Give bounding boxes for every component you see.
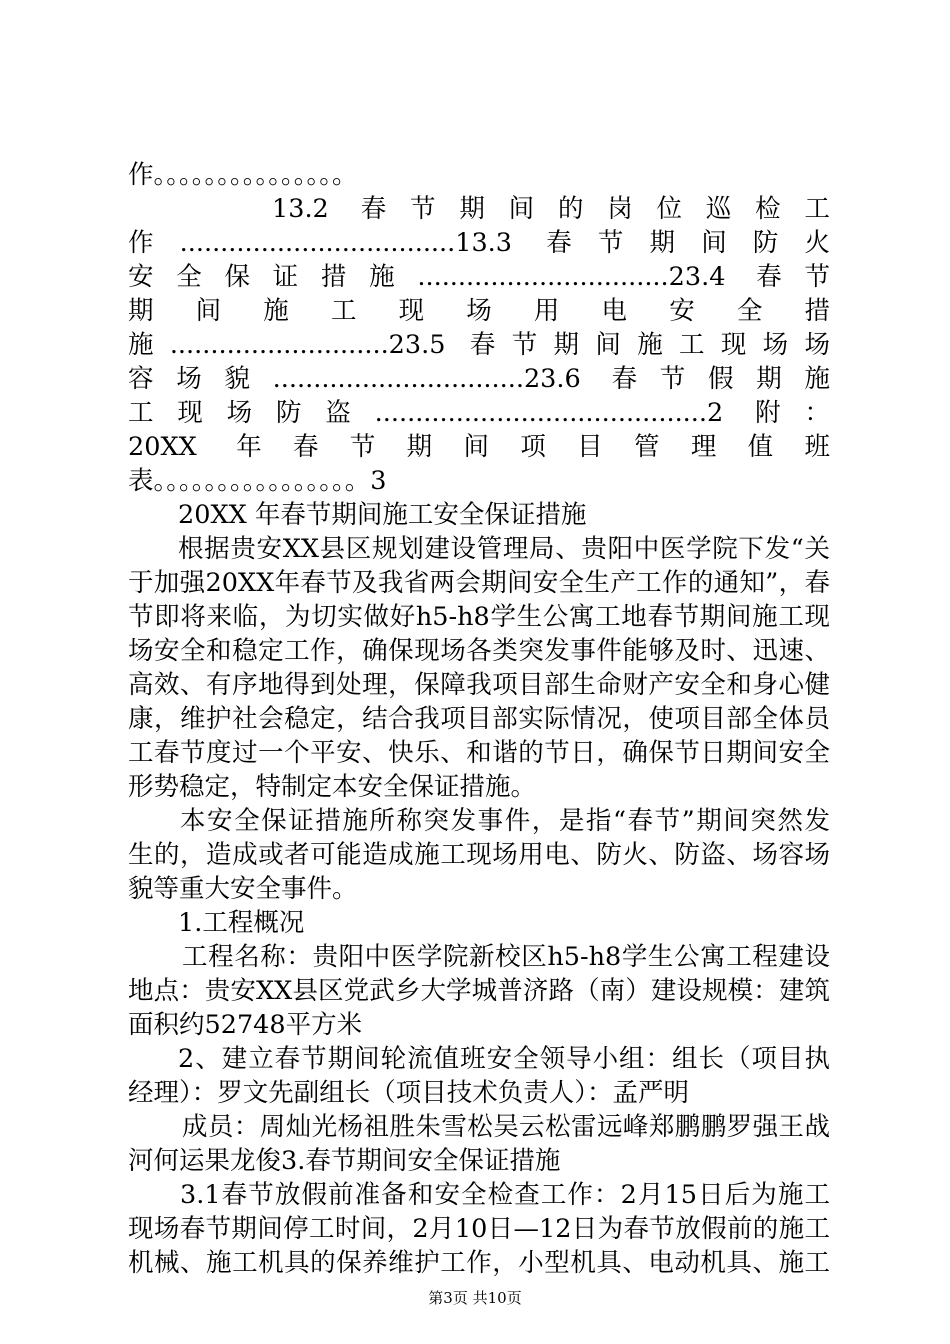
text-line: 工春节度过一个平安、快乐、和谐的节日，确保节日期间安全 — [128, 738, 830, 768]
text-line: 节即将来临，为切实做好h5-h8学生公寓工地春节期间施工现 — [128, 602, 830, 632]
text-line: 3.1春节放假前准备和安全检查工作：2月15日后为施工 — [180, 1180, 830, 1210]
text-line: 1.工程概况 — [178, 908, 305, 938]
text-line: 工现场防盗.........................................2 附： — [128, 398, 830, 428]
text-line: 20XX 年春节期间项目管理值班 — [128, 432, 830, 462]
text-line: 本安全保证措施所称突发事件，是指“春节”期间突然发 — [180, 806, 830, 836]
text-line: 期间施工现场用电安全措 — [128, 296, 830, 326]
text-line: 13.2 春节期间的岗位巡检工 — [272, 194, 830, 224]
text-line: 生的，造成或者可能造成施工现场用电、防火、防盗、场容场 — [128, 840, 830, 870]
text-line: 机械、施工机具的保养维护工作，小型机具、电动机具、施工 — [128, 1248, 830, 1278]
text-line: 作..................................13.3 春节期间防火 — [128, 228, 830, 258]
page-footer: 第3页 共10页 — [428, 1289, 522, 1307]
text-line: 现场春节期间停工时间，2月10日—12日为春节放假前的施工 — [128, 1214, 830, 1244]
text-line: 施...........................23.5 春节期间施工现场场 — [128, 330, 830, 360]
text-line: 康，维护社会稳定，结合我项目部实际情况，使项目部全体员 — [128, 704, 830, 734]
text-line: 高效、有序地得到处理，保障我项目部生命财产安全和身心健 — [128, 670, 830, 700]
text-line: 地点：贵安XX县区党武乡大学城普济路（南）建设规模：建筑 — [128, 976, 830, 1006]
text-line: 成员：周灿光杨祖胜朱雪松吴云松雷远峰郑鹏鹏罗强王战 — [182, 1112, 830, 1142]
text-line: 面积约52748平方米 — [128, 1010, 363, 1040]
text-line: 形势稳定，特制定本安全保证措施。 — [128, 772, 537, 802]
text-line: 于加强20XX年春节及我省两会期间安全生产工作的通知”，春 — [128, 568, 830, 598]
text-line: 经理）：罗文先副组长（项目技术负责人）：孟严明 — [128, 1078, 690, 1108]
text-line: 工程名称：贵阳中医学院新校区h5-h8学生公寓工程建设 — [182, 942, 830, 972]
text-line: 20XX 年春节期间施工安全保证措施 — [178, 500, 587, 530]
text-line: 容场貌...............................23.6 春节假期施 — [128, 364, 830, 394]
text-line: 2、建立春节期间轮流值班安全领导小组：组长（项目执 — [178, 1044, 830, 1074]
text-line: 场安全和稳定工作，确保现场各类突发事件能够及时、迅速、 — [128, 636, 830, 666]
text-line: 根据贵安XX县区规划建设管理局、贵阳中医学院下发“关 — [178, 534, 830, 564]
text-line: 表。。。。。。。。。。。。。。。。3 — [128, 466, 387, 496]
text-line: 貌等重大安全事件。 — [128, 874, 358, 904]
text-line: 作。。。。。。。。。。。。。。。 — [128, 160, 358, 190]
text-line: 河何运果龙俊3.春节期间安全保证措施 — [128, 1146, 561, 1176]
text-line: 安全保证措施...............................23.4 春节 — [128, 262, 830, 292]
